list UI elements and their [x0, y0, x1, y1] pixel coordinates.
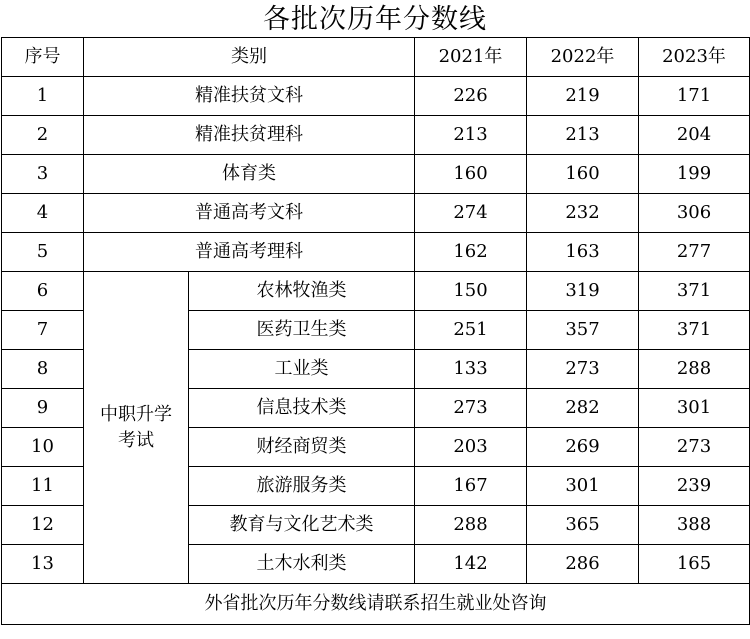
row-2022: 269	[527, 428, 639, 467]
row-2023: 388	[639, 506, 750, 545]
vocational-label-line1: 中职升学	[100, 403, 172, 425]
row-2021: 150	[415, 272, 527, 311]
footer-note: 外省批次历年分数线请联系招生就业处咨询	[2, 584, 750, 625]
row-index: 3	[2, 155, 84, 194]
row-2021: 273	[415, 389, 527, 428]
vocational-label-line2: 考试	[118, 429, 154, 451]
table-header-row	[2, 38, 750, 77]
row-2021: 133	[415, 350, 527, 389]
table-row	[2, 155, 750, 194]
row-index: 12	[2, 506, 84, 545]
row-2023: 288	[639, 350, 750, 389]
row-2023: 199	[639, 155, 750, 194]
row-2023: 239	[639, 467, 750, 506]
row-category: 精准扶贫文科	[84, 77, 415, 116]
row-index: 11	[2, 467, 84, 506]
table-row	[2, 116, 750, 155]
row-category: 财经商贸类	[189, 428, 415, 467]
row-index: 2	[2, 116, 84, 155]
table-row	[2, 272, 750, 311]
table-row	[2, 194, 750, 233]
header-index: 序号	[2, 38, 84, 77]
header-2023: 2023年	[639, 38, 750, 77]
row-2021: 288	[415, 506, 527, 545]
row-2021: 162	[415, 233, 527, 272]
row-2021: 274	[415, 194, 527, 233]
row-2023: 301	[639, 389, 750, 428]
row-index: 1	[2, 77, 84, 116]
row-2023: 277	[639, 233, 750, 272]
row-2021: 226	[415, 77, 527, 116]
row-category: 工业类	[189, 350, 415, 389]
row-2022: 319	[527, 272, 639, 311]
row-index: 10	[2, 428, 84, 467]
row-2023: 371	[639, 272, 750, 311]
row-2022: 273	[527, 350, 639, 389]
row-index: 4	[2, 194, 84, 233]
row-index: 6	[2, 272, 84, 311]
header-2021: 2021年	[415, 38, 527, 77]
row-category: 精准扶贫理科	[84, 116, 415, 155]
row-2023: 165	[639, 545, 750, 584]
table-footer-row	[2, 584, 750, 625]
row-2021: 167	[415, 467, 527, 506]
row-index: 8	[2, 350, 84, 389]
row-index: 13	[2, 545, 84, 584]
row-2022: 357	[527, 311, 639, 350]
row-category: 信息技术类	[189, 389, 415, 428]
row-2022: 213	[527, 116, 639, 155]
page-title: 各批次历年分数线	[263, 4, 487, 35]
row-2023: 204	[639, 116, 750, 155]
row-2022: 163	[527, 233, 639, 272]
row-category: 旅游服务类	[189, 467, 415, 506]
row-index: 5	[2, 233, 84, 272]
row-2022: 160	[527, 155, 639, 194]
row-2021: 203	[415, 428, 527, 467]
row-category: 普通高考文科	[84, 194, 415, 233]
score-table	[1, 37, 750, 625]
row-2023: 171	[639, 77, 750, 116]
row-2022: 365	[527, 506, 639, 545]
row-index: 9	[2, 389, 84, 428]
row-2022: 282	[527, 389, 639, 428]
header-2022: 2022年	[527, 38, 639, 77]
header-category: 类别	[84, 38, 415, 77]
row-2021: 213	[415, 116, 527, 155]
row-2021: 251	[415, 311, 527, 350]
row-2021: 142	[415, 545, 527, 584]
row-category: 医药卫生类	[189, 311, 415, 350]
row-index: 7	[2, 311, 84, 350]
table-row	[2, 77, 750, 116]
row-category: 教育与文化艺术类	[189, 506, 415, 545]
row-2023: 273	[639, 428, 750, 467]
row-2022: 219	[527, 77, 639, 116]
row-2022: 301	[527, 467, 639, 506]
row-category: 体育类	[84, 155, 415, 194]
row-2022: 286	[527, 545, 639, 584]
row-2023: 371	[639, 311, 750, 350]
row-category: 普通高考理科	[84, 233, 415, 272]
vocational-group-label	[84, 272, 189, 584]
row-2021: 160	[415, 155, 527, 194]
row-2023: 306	[639, 194, 750, 233]
row-2022: 232	[527, 194, 639, 233]
row-category: 土木水利类	[189, 545, 415, 584]
row-category: 农林牧渔类	[189, 272, 415, 311]
table-row	[2, 233, 750, 272]
